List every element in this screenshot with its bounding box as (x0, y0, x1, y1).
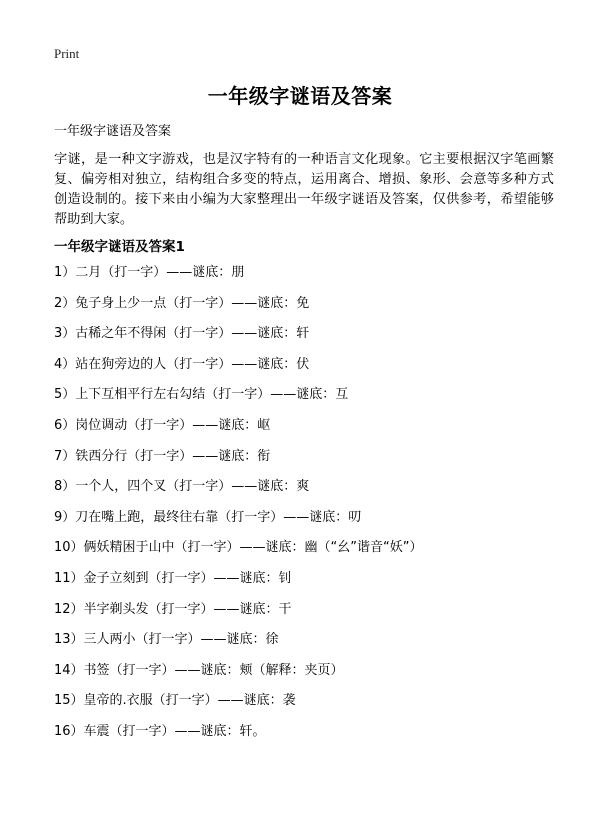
riddle-item: 14）书签（打一字）——谜底：颊（解释：夹页） (54, 662, 344, 678)
riddle-item: 15）皇帝的.衣服（打一字）——谜底：袭 (54, 693, 296, 709)
riddle-item: 8）一个人，四个叉（打一字）——谜底：爽 (54, 479, 310, 495)
riddle-item: 3）古稀之年不得闲（打一字）——谜底：轩 (54, 326, 310, 342)
riddle-item: 10）俩妖精困于山中（打一字）——谜底：幽（“幺”谐音“妖”） (54, 540, 423, 556)
riddle-list (54, 263, 554, 753)
riddle-item: 4）站在狗旁边的人（打一字）——谜底：伏 (54, 356, 310, 372)
page-title: 一年级字谜语及答案 (207, 84, 393, 108)
riddle-item: 11）金子立刻到（打一字）——谜底：钊 (54, 570, 292, 586)
riddle-item: 12）半字剃头发（打一字）——谜底：干 (54, 601, 292, 617)
riddle-item: 5）上下互相平行左右勾结（打一字）——谜底：互 (54, 387, 349, 403)
riddle-item: 13）三人两小（打一字）——谜底：徐 (54, 632, 279, 648)
riddle-item: 7）铁西分行（打一字）——谜底：衔 (54, 448, 271, 464)
riddle-item: 6）岗位调动（打一字）——谜底：岖 (54, 417, 271, 433)
section-heading: 一年级字谜语及答案1 (54, 239, 185, 255)
riddle-item: 1）二月（打一字）——谜底：朋 (54, 265, 245, 280)
riddle-item: 16）车震（打一字）——谜底：轩。 (54, 723, 266, 739)
riddle-item: 9）刀在嘴上跑，最终往右靠（打一字）——谜底：叨 (54, 509, 362, 525)
riddle-item: 2）兔子身上少一点（打一字）——谜底：免 (54, 295, 310, 311)
article-subtitle: 一年级字谜语及答案 (54, 124, 172, 139)
intro-paragraph: 字谜，是一种文字游戏，也是汉字特有的一种语言文化现象。它主要根据汉字笔画繁复、偏旁相对独立，结构组合多变的特点，运用离合、增损、象形、会意等多种方式创造设制的。接下来由小编为大家整理出一年级字谜语及答案，仅供参考，希望能够帮助到大家。 (54, 152, 554, 227)
print-label: Print (54, 46, 80, 61)
